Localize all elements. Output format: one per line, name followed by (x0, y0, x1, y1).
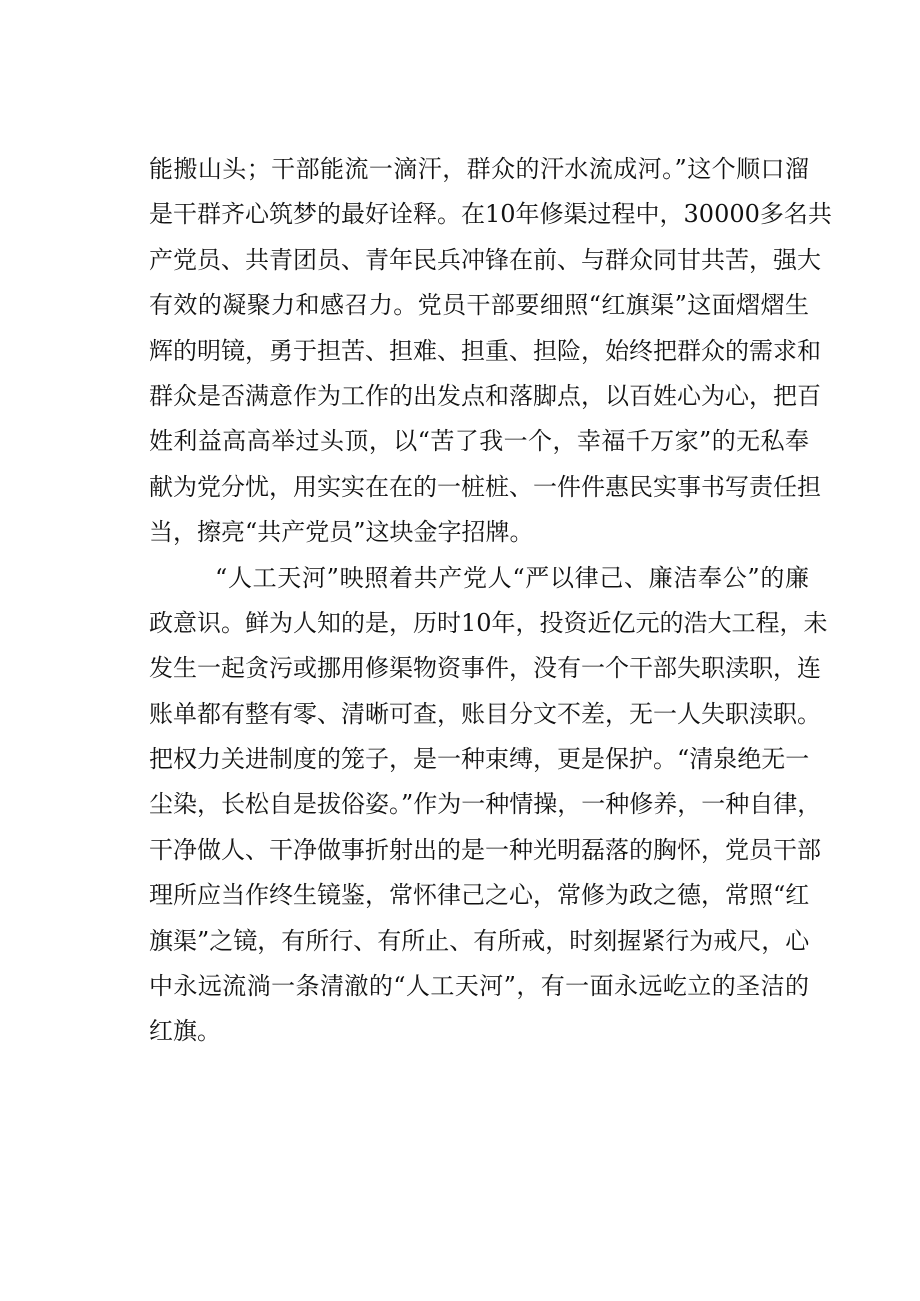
text-line: 干净做人、干净做事折射出的是一种光明磊落的胸怀，党员干部 (149, 835, 821, 864)
text-line: 理所应当作终生镜鉴，常怀律己之心，常修为政之德，常照“红 (149, 881, 810, 910)
text-line: 把权力关进制度的笼子，是一种束缚，更是保护。“清泉绝无一 (149, 745, 810, 774)
text-line: 中永远流淌一条清澈的“人工天河”，有一面永远屹立的圣洁的 (149, 972, 809, 1001)
text-line: 政意识。鲜为人知的是，历时10年，投资近亿元的浩大工程，未 (149, 608, 828, 637)
paragraph-1 (149, 147, 832, 556)
body-text (149, 147, 832, 1055)
text-line: 发生一起贪污或挪用修渠物资事件，没有一个干部失职渎职，连 (149, 654, 821, 683)
text-line: 产党员、共青团员、青年民兵冲锋在前、与群众同甘共苦，强大 (149, 245, 821, 274)
text-line: 群众是否满意作为工作的出发点和落脚点，以百姓心为心，把百 (149, 381, 821, 410)
text-line: 当，擦亮“共产党员”这块金字招牌。 (149, 518, 534, 547)
text-line: 姓利益高高举过头顶，以“苦了我一个，幸福千万家”的无私奉 (149, 427, 809, 456)
text-line: 辉的明镜，勇于担苦、担难、担重、担险，始终把群众的需求和 (149, 336, 821, 365)
paragraph-2 (149, 556, 828, 1055)
text-line: 献为党分忧，用实实在在的一桩桩、一件件惠民实事书写责任担 (149, 472, 821, 501)
text-line: 账单都有整有零、清晰可查，账目分文不差，无一人失职渎职。 (149, 699, 821, 728)
text-line: 有效的凝聚力和感召力。党员干部要细照“红旗渠”这面熠熠生 (149, 291, 809, 320)
text-line: 旗渠”之镜，有所行、有所止、有所戒，时刻握紧行为戒尺，心 (149, 926, 810, 955)
text-line: 红旗。 (149, 1017, 221, 1046)
text-line: 是干群齐心筑梦的最好诠释。在10年修渠过程中，30000多名共 (149, 200, 832, 229)
text-line: “人工天河”映照着共产党人“严以律己、廉洁奉公”的廉 (215, 563, 809, 592)
text-line: 能搬山头；干部能流一滴汗，群众的汗水流成河。”这个顺口溜 (149, 155, 809, 183)
text-line: 尘染，长松自是拔俗姿。”作为一种情操，一种修养，一种自律， (149, 790, 822, 819)
